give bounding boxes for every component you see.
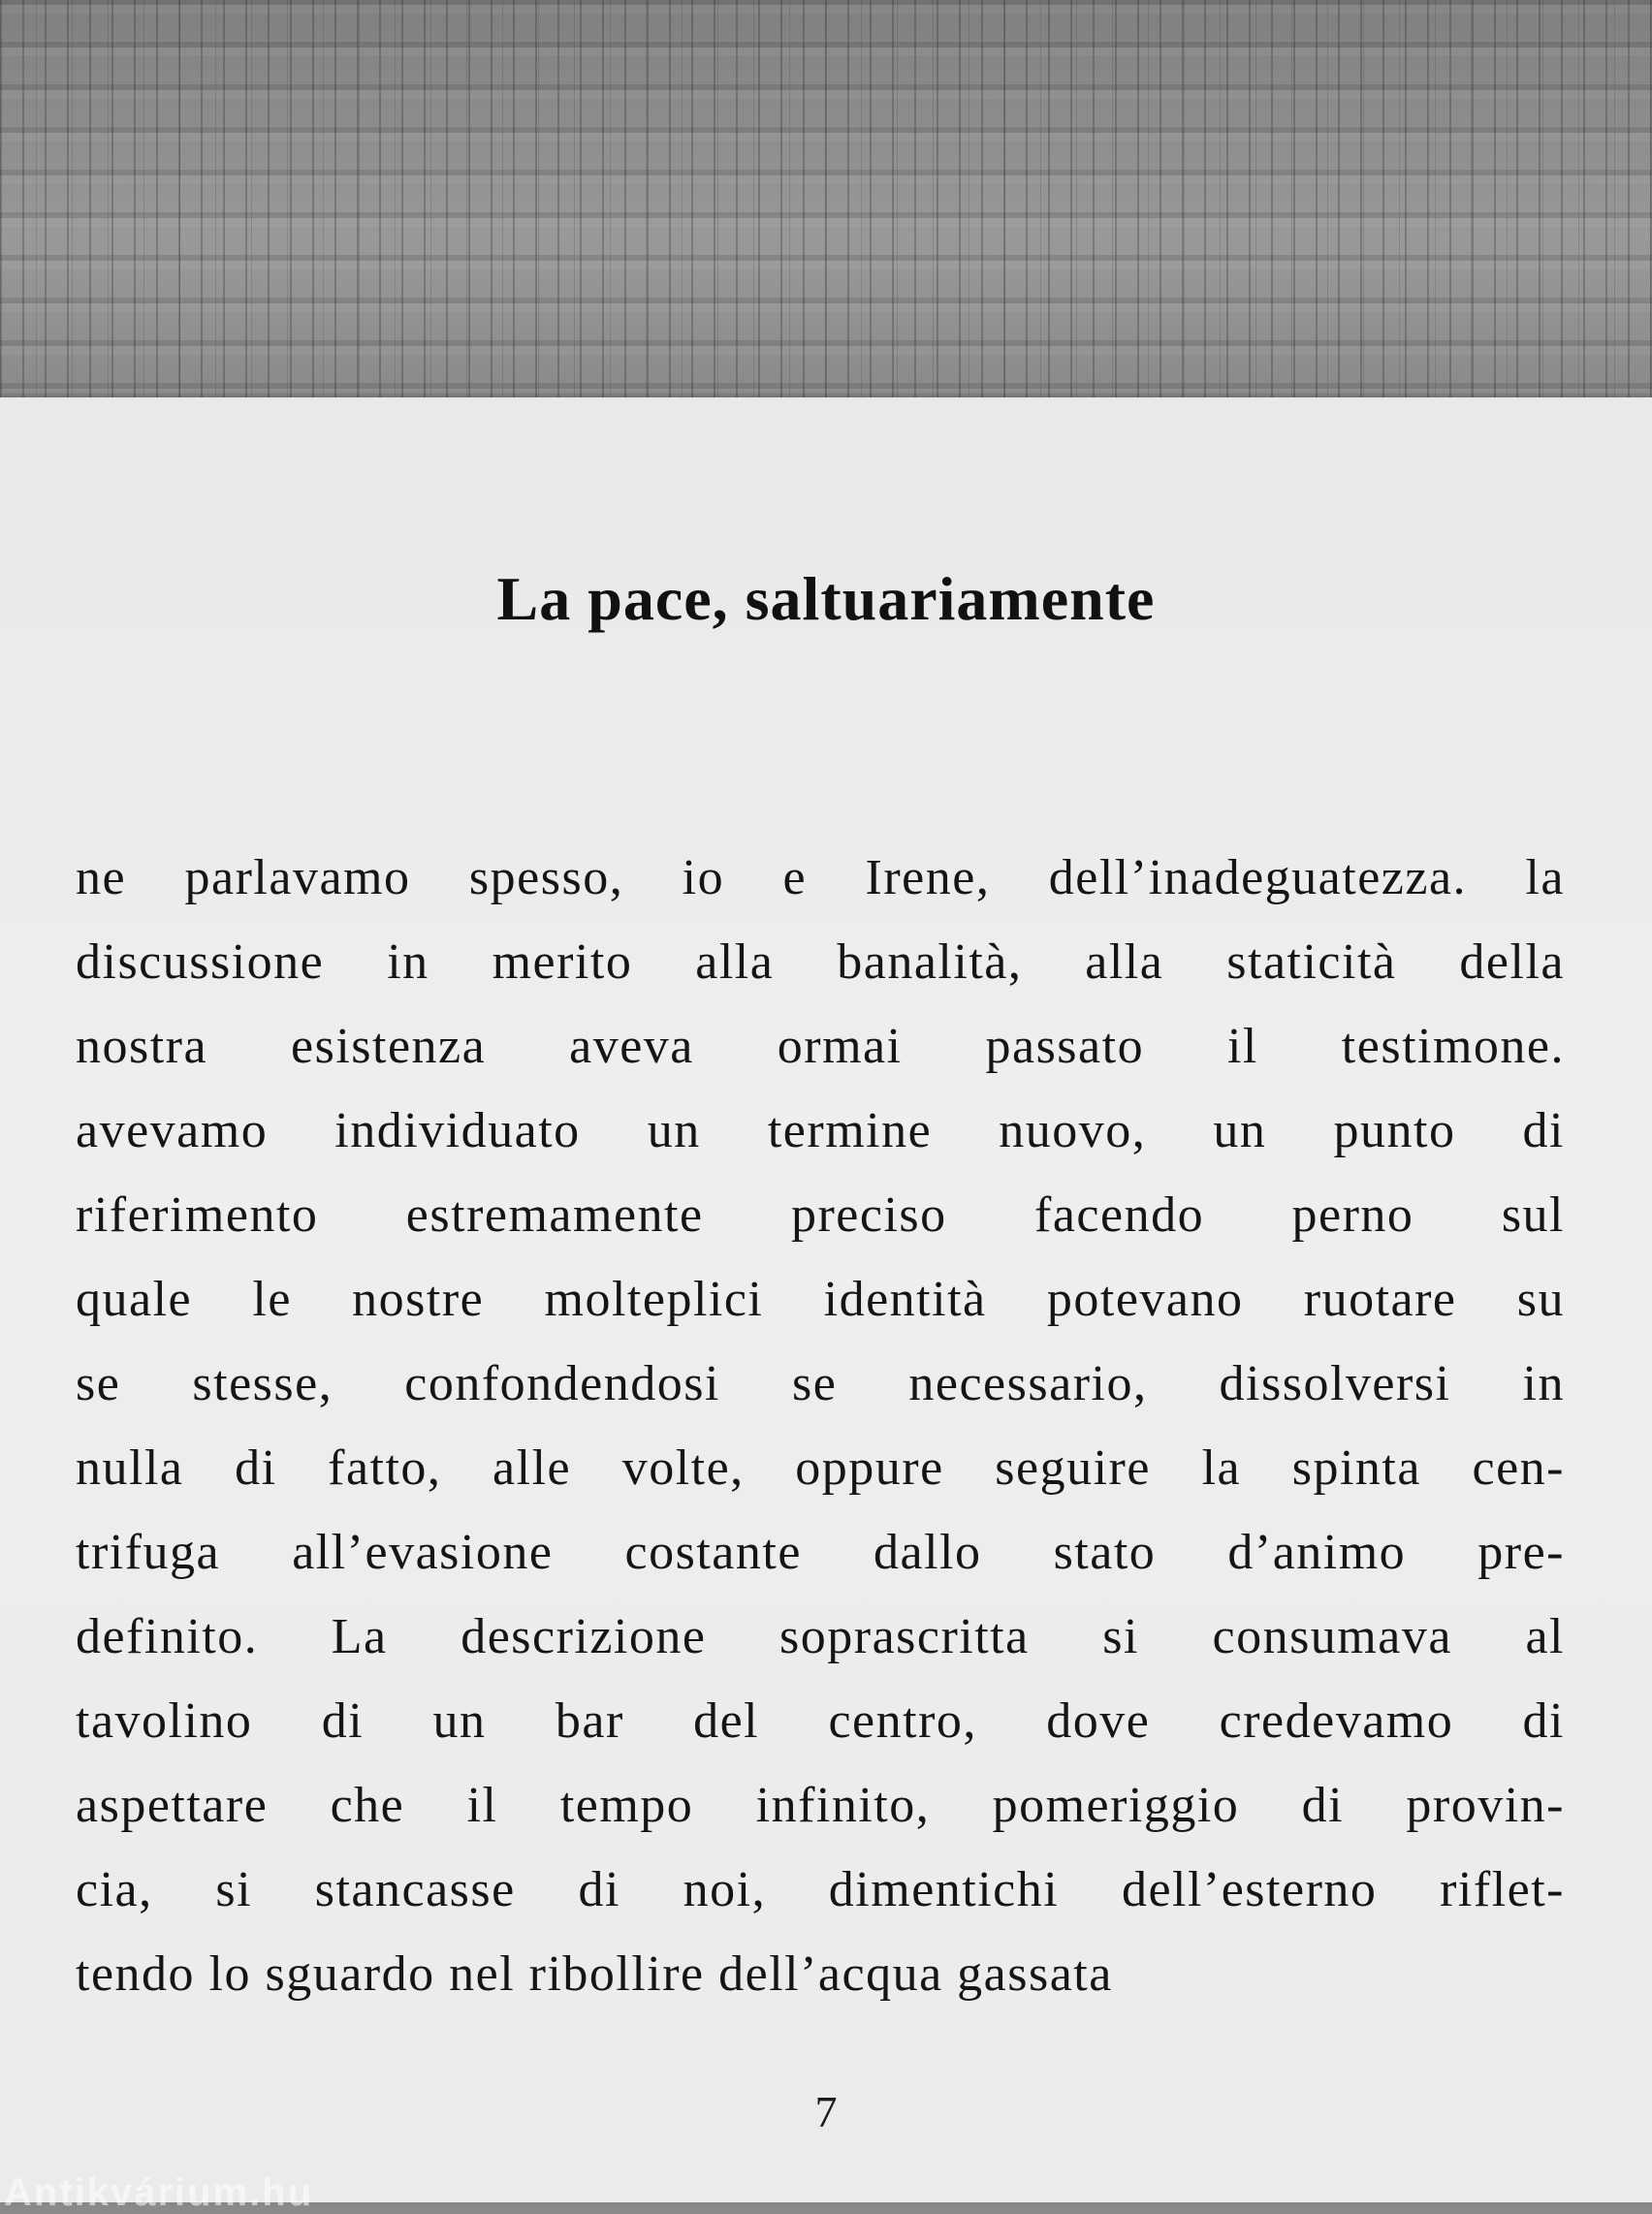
text-line: definito. La descrizione soprascritta si consumava al <box>76 1609 1565 1664</box>
text-line: se stesse, confondendosi se necessario, dissolversi in <box>76 1356 1565 1411</box>
body-text <box>76 836 1565 2016</box>
chapter-title: La pace, saltuariamente <box>496 564 1156 633</box>
page-number: 7 <box>814 2087 838 2136</box>
text-line: quale le nostre molteplici identità potevano ruotare su <box>76 1272 1565 1327</box>
text-line: riferimento estremamente preciso facendo perno sul <box>76 1187 1565 1243</box>
text-line: avevamo individuato un termine nuovo, un punto di <box>76 1103 1565 1158</box>
text-line: tavolino di un bar del centro, dove credevamo di <box>76 1693 1565 1749</box>
text-line: trifuga all’evasione costante dallo stato d’animo pre- <box>76 1525 1565 1580</box>
text-line: tendo lo sguardo nel ribollire dell’acqua gassata <box>76 1946 1113 2002</box>
text-line: cia, si stancasse di noi, dimentichi dell’esterno riflet- <box>76 1862 1565 1917</box>
text-line: ne parlavamo spesso, io e Irene, dell’inadeguatezza. la <box>76 850 1565 905</box>
book-page <box>0 397 1652 2202</box>
text-line: nulla di fatto, alle volte, oppure seguire la spinta cen- <box>76 1440 1565 1496</box>
text-line: aspettare che il tempo infinito, pomeriggio di provin- <box>76 1778 1565 1833</box>
text-line: discussione in merito alla banalità, alla staticità della <box>76 934 1565 990</box>
watermark: Antikvárium.hu <box>4 2171 314 2214</box>
background-surface <box>0 0 1652 397</box>
text-line: nostra esistenza aveva ormai passato il testimone. <box>76 1019 1565 1074</box>
